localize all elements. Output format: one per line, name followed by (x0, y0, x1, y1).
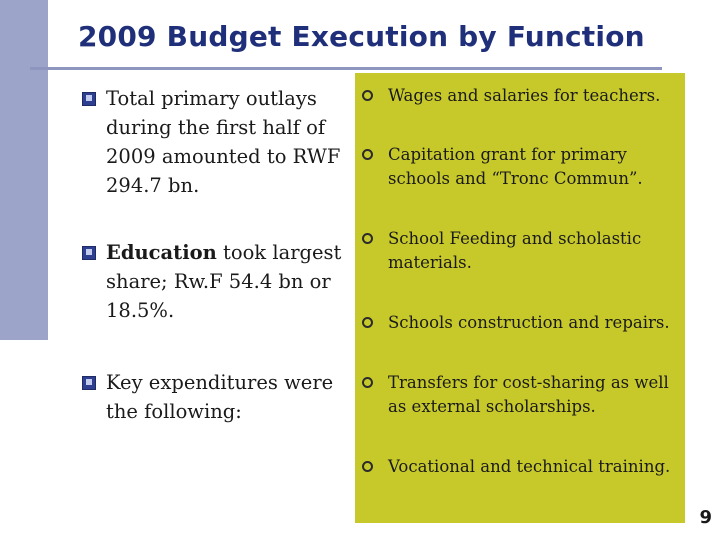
square-bullet-icon (82, 246, 96, 260)
right-bullet-1 (362, 84, 680, 108)
bullet-text: School Feeding and scholastic materials. (388, 229, 642, 272)
circle-bullet-icon (362, 377, 373, 388)
circle-bullet-icon (362, 90, 373, 101)
slide-title: 2009 Budget Execution by Function (78, 20, 645, 53)
square-bullet-icon (82, 92, 96, 106)
left-bullet-1 (82, 84, 362, 200)
left-bullet-3 (82, 368, 356, 426)
right-bullet-5 (362, 371, 680, 419)
page-number: 9 (699, 507, 712, 528)
bullet-text: Wages and salaries for teachers. (388, 86, 661, 105)
bullet-text: Vocational and technical training. (388, 457, 671, 476)
square-bullet-icon (82, 376, 96, 390)
bullet-text: Key expenditures were the following: (106, 371, 334, 423)
right-bullet-4 (362, 311, 680, 335)
decorative-side-bar (0, 0, 48, 340)
circle-bullet-icon (362, 149, 373, 160)
bullet-text: Transfers for cost-sharing as well as external scholarships. (388, 373, 669, 416)
left-bullet-2 (82, 238, 354, 325)
circle-bullet-icon (362, 317, 373, 328)
right-bullet-2 (362, 143, 680, 191)
circle-bullet-icon (362, 461, 373, 472)
bullet-text: took largest share; Rw.F 54.4 bn or 18.5%. (106, 241, 342, 322)
circle-bullet-icon (362, 233, 373, 244)
bullet-text: Total primary outlays during the first half of 2009 amounted to RWF 294.7 bn. (106, 87, 341, 197)
title-underline (30, 67, 662, 70)
right-bullet-3 (362, 227, 680, 275)
bullet-bold-text: Education (106, 241, 217, 264)
bullet-text: Capitation grant for primary schools and “Tronc Commun”. (388, 145, 643, 188)
bullet-text: Schools construction and repairs. (388, 313, 670, 332)
right-bullet-6 (362, 455, 680, 479)
